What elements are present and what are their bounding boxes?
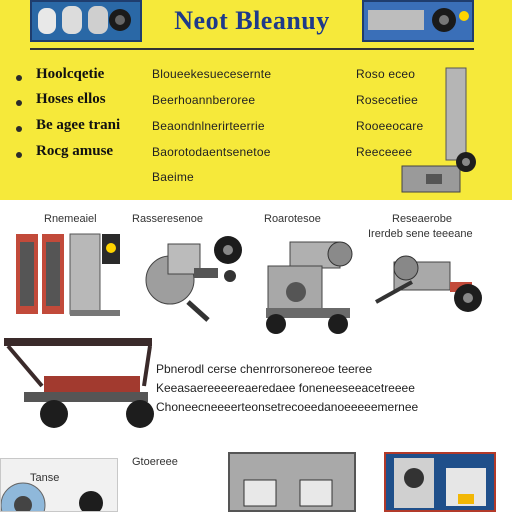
bullet-icon [16, 100, 22, 106]
paragraph-line: Pbnerodl cerse chenrrorsonereoe teeree [156, 362, 373, 376]
bottom-right-photo [384, 452, 496, 512]
engine-machine-figure [262, 236, 358, 336]
bottom-panel-device [228, 452, 356, 512]
paragraph-line: Choneecneeeerteonsetrecoeedanoeeeeemernee [156, 400, 419, 414]
banner-divider [30, 48, 474, 50]
right-column-line: Rosecetiee [356, 93, 419, 107]
bullet-icon [16, 126, 22, 132]
press-machine-figure [14, 228, 124, 318]
middle-column-line: Bloueekesuecesernte [152, 67, 272, 81]
figure-caption: Rnemeaiel [44, 213, 97, 225]
right-column-line: Rooeeocare [356, 119, 424, 133]
bottom-middle-label: Gtoereee [132, 456, 178, 468]
middle-column-line: Beaondnlnerirteerrie [152, 119, 265, 133]
bullet-label: Hoses ellos [36, 91, 106, 107]
header-right-image [362, 0, 474, 42]
figure-caption: Rasseresenoe [132, 213, 203, 225]
banner-machine-illustration [396, 62, 482, 196]
robot-machine-figure [138, 232, 246, 324]
right-column-line: Roso eceo [356, 67, 416, 81]
bullet-label: Be agee trani [36, 117, 121, 133]
figure-subcaption: Irerdeb sene teeeane [368, 228, 473, 240]
middle-column-line: Baeime [152, 170, 194, 184]
truck-figure [4, 336, 154, 434]
bullet-icon [16, 152, 22, 158]
bottom-left-label: Tanse [30, 472, 60, 484]
bullet-label: Rocg amuse [36, 143, 114, 159]
bullet-label: Hoolcqetie [36, 66, 105, 82]
paragraph-line: Keeasaereeeereaeredaee foneneeseeacetreeee [156, 381, 415, 395]
figure-caption: Reseaerobe [392, 213, 452, 225]
banner-title: Neot Bleanuy [174, 6, 330, 35]
bullet-icon [16, 75, 22, 81]
middle-column-line: Baorotodaentsenetoe [152, 145, 271, 159]
header-left-image [30, 0, 142, 42]
figure-caption: Roarotesoe [264, 213, 321, 225]
right-column-line: Reeceeee [356, 145, 413, 159]
forklift-machine-figure [372, 242, 488, 316]
middle-column-line: Beerhoannberoree [152, 93, 256, 107]
bottom-left-panel [0, 458, 118, 512]
